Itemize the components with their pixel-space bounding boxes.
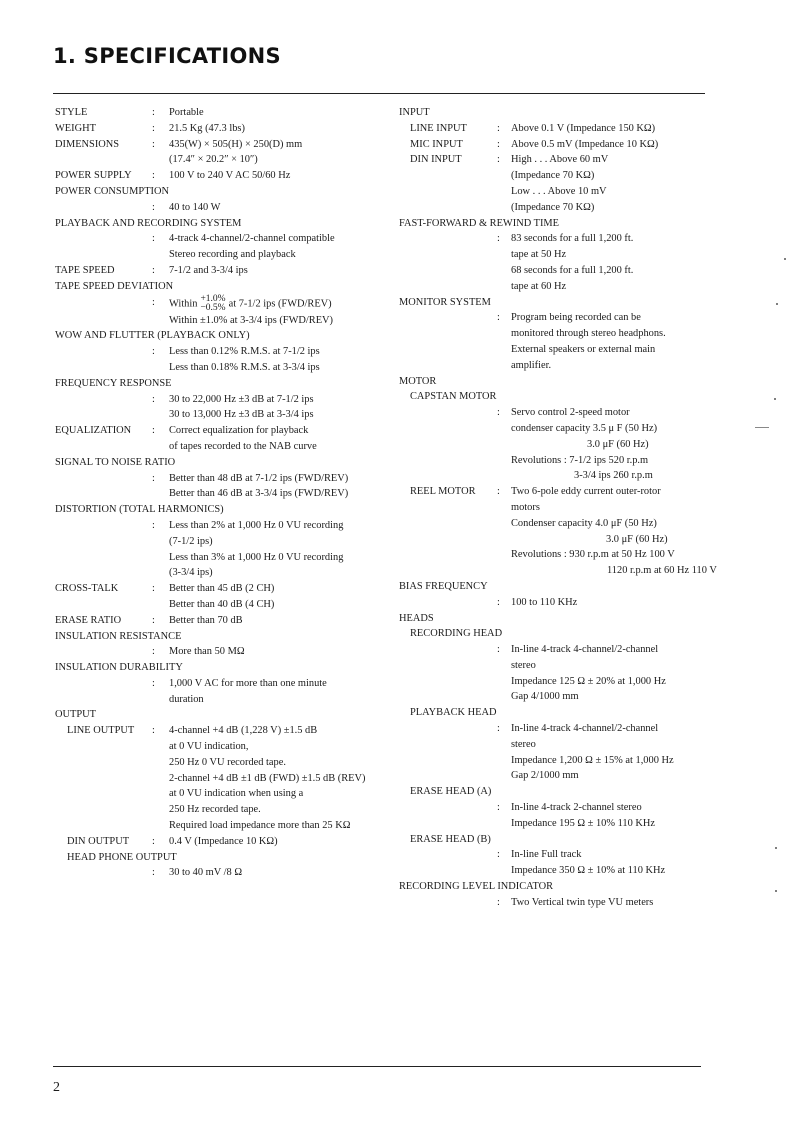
spec-colon: :	[152, 107, 155, 118]
spec-line	[399, 721, 719, 737]
spec-line	[399, 737, 719, 753]
spec-line	[55, 834, 385, 850]
spec-line	[55, 376, 385, 392]
spec-line	[55, 105, 385, 121]
spec-line	[55, 121, 385, 137]
tolerance-lower: −0.5%	[200, 302, 226, 313]
spec-value: 40 to 140 W	[169, 201, 221, 213]
spec-value: 2-channel +4 dB ±1 dB (FWD) ±1.5 dB (REV)	[169, 772, 366, 784]
spec-value: 21.5 Kg (47.3 lbs)	[169, 122, 245, 134]
spec-line	[55, 818, 385, 834]
spec-value: Less than 0.12% R.M.S. at 7-1/2 ips	[169, 346, 320, 358]
spec-line	[399, 705, 719, 721]
spec-value: stereo	[511, 659, 536, 671]
spec-line	[399, 658, 719, 674]
spec-line	[399, 500, 719, 516]
spec-line	[399, 484, 719, 500]
spec-line	[55, 423, 385, 439]
spec-line	[55, 581, 385, 597]
spec-colon: :	[497, 233, 500, 245]
spec-colon: :	[152, 138, 155, 150]
spec-line	[399, 137, 719, 153]
spec-line	[399, 532, 719, 548]
spec-line	[55, 771, 385, 787]
spec-line	[399, 784, 719, 800]
spec-value: 1120 r.p.m at 60 Hz 110 V	[607, 565, 717, 577]
spec-value: 83 seconds for a full 1,200 ft.	[511, 233, 634, 245]
spec-line	[55, 597, 385, 613]
spec-colon: :	[497, 596, 500, 608]
spec-value: Low . . . Above 10 mV	[511, 185, 607, 197]
spec-line	[399, 105, 719, 121]
spec-colon: :	[497, 122, 500, 134]
spec-value: 100 to 110 KHz	[511, 596, 578, 608]
spec-value	[169, 295, 332, 313]
spec-value: 3.0 μF (60 Hz)	[587, 438, 649, 450]
spec-line	[55, 644, 385, 660]
spec-value: at 0 VU indication,	[169, 741, 249, 753]
spec-label: OUTPUT	[55, 709, 96, 721]
spec-line	[55, 660, 385, 676]
spec-value: Better than 45 dB (2 CH)	[169, 583, 275, 595]
spec-label: DISTORTION (TOTAL HARMONICS)	[55, 504, 224, 516]
spec-line	[399, 863, 719, 879]
spec-label: PLAYBACK AND RECORDING SYSTEM	[55, 217, 242, 229]
spec-label: MONITOR SYSTEM	[399, 296, 491, 308]
spec-line	[55, 534, 385, 550]
spec-colon: :	[152, 835, 155, 847]
spec-line	[399, 847, 719, 863]
spec-colon: :	[497, 723, 500, 735]
spec-colon: :	[497, 644, 500, 656]
spec-value: Gap 2/1000 mm	[511, 770, 579, 782]
spec-value: Impedance 350 Ω ± 10% at 110 KHz	[511, 865, 666, 877]
spec-value: stereo	[511, 738, 536, 750]
spec-value: 30 to 13,000 Hz ±3 dB at 3-3/4 ips	[169, 409, 314, 421]
spec-line	[399, 374, 719, 390]
spec-value: Less than 2% at 1,000 Hz 0 VU recording	[169, 519, 344, 531]
spec-value: Above 0.1 V (Impedance 150 KΩ)	[511, 122, 656, 134]
spec-label: FREQUENCY RESPONSE	[55, 377, 172, 389]
spec-colon: :	[497, 896, 500, 908]
spec-value: 4-track 4-channel/2-channel compatible	[169, 233, 335, 245]
spec-value: Portable	[169, 107, 204, 118]
spec-line	[399, 310, 719, 326]
spec-colon: :	[152, 122, 155, 134]
spec-colon: :	[152, 425, 155, 437]
spec-line	[55, 407, 385, 423]
spec-line	[399, 295, 719, 311]
spec-line	[399, 753, 719, 769]
spec-label: HEAD PHONE OUTPUT	[67, 851, 177, 863]
spec-label: DIN OUTPUT	[67, 835, 130, 847]
spec-line	[399, 895, 719, 911]
spec-label: CROSS-TALK	[55, 583, 119, 595]
spec-label: RECORDING LEVEL INDICATOR	[399, 881, 554, 893]
spec-line	[55, 850, 385, 866]
spec-value: Servo control 2-speed motor	[511, 407, 630, 419]
spec-label: MIC INPUT	[410, 138, 463, 150]
spec-colon: :	[152, 296, 155, 308]
spec-line	[399, 437, 719, 453]
spec-line	[399, 611, 719, 627]
spec-line	[399, 468, 719, 484]
spec-value: tape at 60 Hz	[511, 280, 567, 292]
spec-value: 0.4 V (Impedance 10 KΩ)	[169, 835, 278, 847]
spec-line	[55, 152, 385, 168]
spec-line	[55, 486, 385, 502]
spec-line	[399, 326, 719, 342]
spec-colon: :	[497, 154, 500, 166]
spec-value: of tapes recorded to the NAB curve	[169, 440, 317, 452]
scan-speck	[774, 398, 776, 400]
spec-value: Correct equalization for playback	[169, 425, 309, 437]
spec-value: motors	[511, 501, 540, 513]
spec-colon: :	[152, 614, 155, 626]
spec-label: LINE OUTPUT	[67, 725, 135, 737]
tolerance-upper: +1.0%	[200, 293, 226, 304]
spec-line	[55, 455, 385, 471]
spec-value: 3.0 μF (60 Hz)	[606, 533, 668, 545]
spec-value: External speakers or external main	[511, 343, 656, 355]
spec-colon: :	[152, 170, 155, 182]
spec-value: 100 V to 240 V AC 50/60 Hz	[169, 170, 291, 182]
spec-label: INSULATION DURABILITY	[55, 662, 183, 674]
spec-value-suffix: at 7-1/2 ips (FWD/REV)	[228, 297, 332, 309]
spec-line	[55, 613, 385, 629]
spec-column-left	[55, 105, 385, 881]
spec-label: POWER CONSUMPTION	[55, 185, 170, 197]
header-rule	[53, 93, 705, 94]
spec-colon: :	[497, 802, 500, 814]
spec-line	[55, 865, 385, 881]
spec-line	[399, 689, 719, 705]
spec-colon: :	[152, 201, 155, 213]
spec-line	[399, 453, 719, 469]
spec-line	[399, 152, 719, 168]
spec-line	[399, 642, 719, 658]
spec-colon: :	[152, 677, 155, 689]
spec-line	[55, 723, 385, 739]
spec-value: More than 50 MΩ	[169, 646, 245, 658]
scan-speck	[775, 890, 777, 892]
spec-line	[55, 471, 385, 487]
spec-colon: :	[152, 264, 155, 276]
spec-label: ERASE HEAD (B)	[410, 833, 491, 845]
spec-value: monitored through stereo headphons.	[511, 328, 666, 340]
spec-value: Within ±1.0% at 3-3/4 ips (FWD/REV)	[169, 314, 334, 326]
spec-line	[399, 247, 719, 263]
spec-line	[399, 516, 719, 532]
spec-line	[55, 295, 385, 313]
spec-value: (7-1/2 ips)	[169, 535, 213, 547]
spec-value: Better than 40 dB (4 CH)	[169, 598, 275, 610]
spec-line	[399, 768, 719, 784]
spec-line	[55, 168, 385, 184]
spec-line	[55, 137, 385, 153]
spec-line	[55, 692, 385, 708]
spec-value: In-line 4-track 4-channel/2-channel	[511, 644, 659, 656]
spec-label: BIAS FREQUENCY	[399, 580, 488, 592]
spec-value: In-line 4-track 2-channel stereo	[511, 802, 642, 814]
spec-line	[399, 389, 719, 405]
spec-value: Less than 3% at 1,000 Hz 0 VU recording	[169, 551, 344, 563]
spec-label: STYLE	[55, 107, 88, 118]
spec-label: EQUALIZATION	[55, 425, 132, 437]
spec-line	[55, 263, 385, 279]
scan-speck	[776, 303, 778, 305]
spec-value: Two 6-pole eddy current outer-rotor	[511, 486, 661, 498]
footer-rule	[53, 1066, 701, 1067]
spec-label: TAPE SPEED DEVIATION	[55, 280, 174, 292]
spec-line	[55, 200, 385, 216]
spec-line	[399, 421, 719, 437]
spec-value: 3-3/4 ips 260 r.p.m	[574, 470, 653, 482]
spec-value: (3-3/4 ips)	[169, 567, 213, 579]
spec-line	[399, 342, 719, 358]
spec-label: WOW AND FLUTTER (PLAYBACK ONLY)	[55, 330, 250, 342]
spec-line	[55, 629, 385, 645]
spec-value: Stereo recording and playback	[169, 249, 296, 261]
spec-value: (Impedance 70 KΩ)	[511, 170, 595, 182]
spec-line	[399, 263, 719, 279]
spec-value: 7-1/2 and 3-3/4 ips	[169, 264, 248, 276]
spec-colon: :	[152, 393, 155, 405]
spec-label: DIMENSIONS	[55, 138, 120, 150]
scan-mark	[755, 427, 769, 428]
spec-label: POWER SUPPLY	[55, 170, 132, 182]
spec-label: MOTOR	[399, 375, 437, 387]
spec-label: LINE INPUT	[410, 122, 467, 134]
spec-value: 250 Hz recorded tape.	[169, 804, 261, 816]
spec-colon: :	[152, 519, 155, 531]
spec-value: In-line Full track	[511, 849, 582, 861]
spec-line	[55, 360, 385, 376]
spec-line	[55, 550, 385, 566]
spec-line	[399, 674, 719, 690]
spec-label: RECORDING HEAD	[410, 628, 503, 640]
spec-value: Program being recorded can be	[511, 312, 641, 324]
spec-line	[399, 279, 719, 295]
spec-value: Required load impedance more than 25 KΩ	[169, 820, 351, 832]
spec-line	[55, 518, 385, 534]
spec-value: 68 seconds for a full 1,200 ft.	[511, 264, 634, 276]
spec-value: High . . . Above 60 mV	[511, 154, 609, 166]
spec-value: Better than 70 dB	[169, 614, 243, 626]
spec-line	[55, 279, 385, 295]
spec-colon: :	[152, 725, 155, 737]
spec-value: duration	[169, 693, 204, 705]
spec-colon: :	[152, 583, 155, 595]
spec-colon: :	[497, 849, 500, 861]
spec-label: INSULATION RESISTANCE	[55, 630, 182, 642]
spec-line	[55, 565, 385, 581]
spec-line	[399, 800, 719, 816]
spec-label: INPUT	[399, 107, 430, 118]
spec-line	[399, 579, 719, 595]
spec-value: (17.4″ × 20.2″ × 10″)	[169, 154, 258, 166]
spec-line	[55, 502, 385, 518]
spec-line	[55, 392, 385, 408]
spec-label: ERASE HEAD (A)	[410, 786, 492, 798]
spec-colon: :	[497, 312, 500, 324]
page-number: 2	[53, 1080, 60, 1095]
spec-value: 250 Hz 0 VU recorded tape.	[169, 756, 286, 768]
spec-value: amplifier.	[511, 359, 552, 371]
spec-line	[55, 313, 385, 329]
spec-line	[55, 328, 385, 344]
spec-value: 435(W) × 505(H) × 250(D) mm	[169, 138, 303, 150]
spec-label: CAPSTAN MOTOR	[410, 391, 497, 403]
spec-value: Two Vertical twin type VU meters	[511, 896, 654, 908]
spec-line	[399, 216, 719, 232]
spec-label: ERASE RATIO	[55, 614, 122, 626]
spec-line	[55, 344, 385, 360]
spec-label: WEIGHT	[55, 122, 96, 134]
spec-colon: :	[152, 472, 155, 484]
spec-label: PLAYBACK HEAD	[410, 707, 497, 719]
spec-line	[399, 595, 719, 611]
spec-line	[399, 405, 719, 421]
spec-line	[55, 439, 385, 455]
spec-value: Revolutions : 930 r.p.m at 50 Hz 100 V	[511, 549, 675, 561]
spec-line	[399, 168, 719, 184]
spec-line	[399, 563, 719, 579]
spec-value: Gap 4/1000 mm	[511, 691, 579, 703]
spec-value: 4-channel +4 dB (1,228 V) ±1.5 dB	[169, 725, 318, 737]
spec-value: Condenser capacity 4.0 μF (50 Hz)	[511, 517, 657, 529]
spec-label: TAPE SPEED	[55, 264, 115, 276]
spec-line	[399, 231, 719, 247]
spec-value: Better than 48 dB at 7-1/2 ips (FWD/REV)	[169, 472, 349, 484]
spec-value: tape at 50 Hz	[511, 249, 567, 261]
spec-label: FAST-FORWARD & REWIND TIME	[399, 217, 560, 229]
scan-speck	[775, 847, 777, 849]
spec-line	[55, 247, 385, 263]
spec-label: REEL MOTOR	[410, 486, 476, 498]
spec-line	[55, 216, 385, 232]
spec-line	[55, 184, 385, 200]
spec-line	[55, 739, 385, 755]
spec-value: In-line 4-track 4-channel/2-channel	[511, 723, 659, 735]
spec-line	[55, 676, 385, 692]
spec-label: DIN INPUT	[410, 154, 462, 166]
spec-label: SIGNAL TO NOISE RATIO	[55, 456, 176, 468]
spec-line	[55, 707, 385, 723]
spec-value: Less than 0.18% R.M.S. at 3-3/4 ips	[169, 361, 320, 373]
tolerance-fraction	[200, 295, 225, 313]
spec-line	[399, 200, 719, 216]
spec-value: condenser capacity 3.5 μ F (50 Hz)	[511, 422, 658, 434]
spec-value: Revolutions : 7-1/2 ips 520 r.p.m	[511, 454, 649, 466]
spec-line	[399, 626, 719, 642]
spec-value: Impedance 125 Ω ± 20% at 1,000 Hz	[511, 675, 666, 687]
spec-line	[399, 184, 719, 200]
spec-value-prefix: Within	[169, 297, 198, 309]
spec-line	[55, 802, 385, 818]
page-title: 1. SPECIFICATIONS	[53, 44, 281, 68]
spec-line	[55, 755, 385, 771]
spec-value: Impedance 195 Ω ± 10% 110 KHz	[511, 817, 656, 829]
spec-value: Impedance 1,200 Ω ± 15% at 1,000 Hz	[511, 754, 674, 766]
spec-colon: :	[152, 646, 155, 658]
spec-colon: :	[152, 867, 155, 879]
spec-value: 30 to 22,000 Hz ±3 dB at 7-1/2 ips	[169, 393, 314, 405]
spec-colon: :	[152, 233, 155, 245]
spec-colon: :	[497, 407, 500, 419]
spec-line	[399, 358, 719, 374]
spec-value: 30 to 40 mV /8 Ω	[169, 867, 243, 879]
spec-line	[399, 879, 719, 895]
spec-line	[399, 121, 719, 137]
spec-colon: :	[497, 486, 500, 498]
scan-speck	[784, 258, 786, 260]
spec-label: HEADS	[399, 612, 434, 624]
spec-value: at 0 VU indication when using a	[169, 788, 304, 800]
spec-value: 1,000 V AC for more than one minute	[169, 677, 327, 689]
spec-column-right	[399, 105, 719, 911]
spec-line	[399, 816, 719, 832]
spec-value: (Impedance 70 KΩ)	[511, 201, 595, 213]
spec-line	[399, 832, 719, 848]
spec-line	[55, 786, 385, 802]
spec-value: Better than 46 dB at 3-3/4 ips (FWD/REV)	[169, 488, 349, 500]
spec-value: Above 0.5 mV (Impedance 10 KΩ)	[511, 138, 659, 150]
spec-line	[55, 231, 385, 247]
spec-line	[399, 547, 719, 563]
spec-colon: :	[152, 346, 155, 358]
spec-colon: :	[497, 138, 500, 150]
